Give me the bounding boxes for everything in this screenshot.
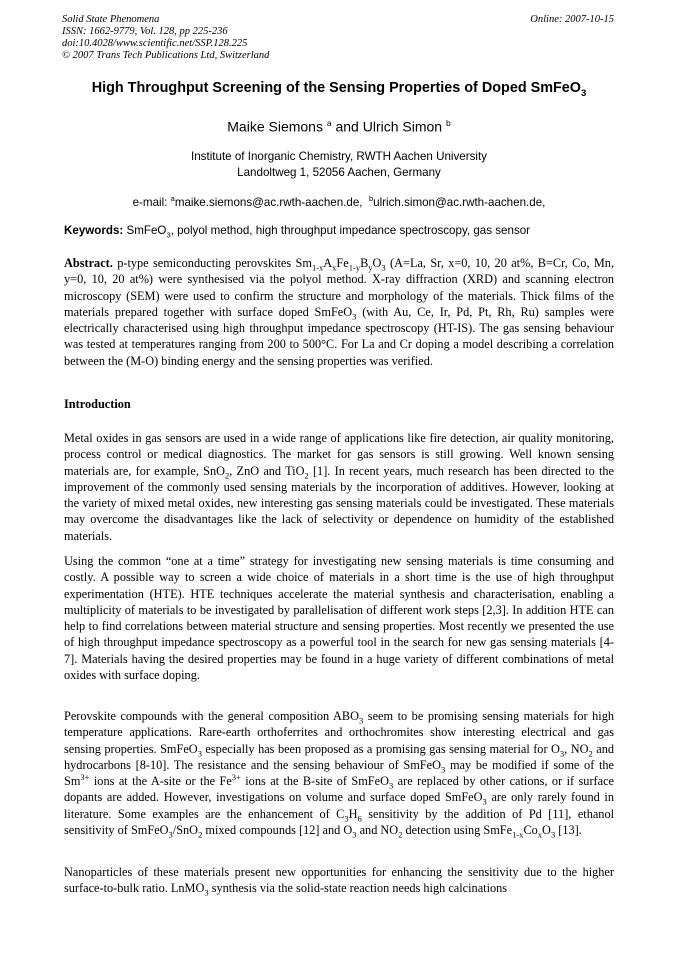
paragraph-1: Metal oxides in gas sensors are used in a wide range of applications like fire detection, air quality monitoring, process control or medical diagnostics. The market for gas sensors is still growing. Well known sensing materials are, for example, SnO$_2$, ZnO and TiO$_2$ [1]. In recent years, much research has been directed to the improvement of the commonly used sensing materials by the incorporation of additives. However, looking at the variety of mixed metal oxides, new interesting gas sensing materials could be investigated. These materials may overcome the disadvantages like the lack of selectivity or dependence on humidity of the established materials. (64, 431, 614, 543)
affiliation (0, 149, 678, 181)
issn-line: ISSN: 1662-9779, Vol. 128, pp 225-236 (62, 26, 228, 37)
copyright-line: © 2007 Trans Tech Publications Ltd, Switzerland (62, 50, 270, 61)
author-line (0, 118, 678, 135)
author-1: Maike Siemons (227, 118, 323, 135)
email-mark-b: b (368, 194, 374, 203)
author-2-mark: b (445, 118, 451, 128)
online-date: Online: 2007-10-15 (530, 14, 614, 25)
affiliation-line-2: Landoltweg 1, 52056 Aachen, Germany (237, 166, 441, 179)
email-link-a[interactable]: maike.siemons@ac.rwth-aachen.de, (174, 195, 363, 209)
author-2: Ulrich Simon (362, 118, 443, 135)
abstract-label: Abstract. (64, 256, 113, 270)
doi-line[interactable]: doi:10.4028/www.scientific.net/SSP.128.225 (62, 38, 248, 49)
email-line (0, 194, 678, 209)
email-label: e-mail: (132, 195, 168, 209)
paragraph-2: Using the common “one at a time” strategy for investigating new sensing materials is time consuming and costly. A possible way to screen a wide choice of materials in a short time is the use of high throughput experimentation (HTE). HTE techniques accelerate the material synthesis and characterisation, enabling a multiplicity of materials to be investigated by parallelisation of different work steps [2,3]. In addition HTE can help to find correlations between material structure and sensing properties. Most recently we presented the use of high throughput impedance spectroscopy as a powerful tool in the search for new gas sensing materials [4-7]. Materials having the desired properties may be found in a huge variety of different combinations of metal oxides with surface doping. (64, 554, 614, 683)
email-mark-a: a (170, 194, 175, 203)
journal-name: Solid State Phenomena (62, 14, 160, 25)
paragraph-4: Nanoparticles of these materials present new opportunities for enhancing the sensitivity due to the higher surface-to-bulk ratio. LnMO$_3$ synthesis via the solid-state reaction needs high calcinations (64, 865, 614, 898)
section-heading-introduction: Introduction (64, 397, 131, 411)
keywords-label: Keywords: (64, 224, 124, 237)
paper-title: High Throughput Screening of the Sensing Properties of Doped SmFeO$_3$ (91, 80, 587, 99)
keywords: Keywords: SmFeO$_3$, polyol method, high throughput impedance spectroscopy, gas sensor (64, 224, 531, 240)
author-1-mark: a (326, 118, 332, 128)
email-link-b[interactable]: ulrich.simon@ac.rwth-aachen.de, (373, 195, 546, 209)
journal-header (62, 14, 269, 62)
abstract: Abstract. p-type semiconducting perovskites $Sm_{1-x}A_xFe_{1-y}B_yO_3$ (A=La, Sr, x=0, 10, 20 at%, B=Cr, Co, Mn, y=0, 10, 20 at%) were synthesised via the polyol method. X-ray diffraction (XRD) and scanning electron microscopy (SEM) were used to confirm the structure and morphology of the materials. Thick films of the materials prepared together with surface doped SmFeO$_3$ (with Au, Ce, Ir, Pd, Pt, Rh, Ru) samples were electrically characterised using high throughput impedance spectroscopy (HT-IS). The gas sensing behaviour was tested at temperatures ranging from 200 to 500°C. For La and Cr doping a model describing a correlation between the (M-O) binding energy and the sensing properties was verified. (64, 256, 615, 368)
paragraph-3: Perovskite compounds with the general composition $ABO_3$ seem to be promising sensing materials for high temperature applications. Rare-earth orthoferrites and orthochromites show interesting electrical and gas sensing properties. SmFeO$_3$ especially has been proposed as a promising gas sensing material for $O_3$, $NO_2$ and hydrocarbons [8-10]. The resistance and the sensing behaviour of SmFeO$_3$ may be modified if some of the $Sm^{3+}$ ions at the A-site or the $Fe^{3+}$ ions at the B-site of SmFeO$_3$ are replaced by other cations, or if surface dopants are added. However, investigations on volume and surface doped SmFeO$_3$ are only rarely found in literature. Some examples are the enhancement of $C_3H_6$ sensitivity by the addition of Pd [11], ethanol sensitivity of SmFeO$_3$/SnO$_2$ mixed compounds [12] and $O_3$ and $NO_2$ detection using $SmFe_{1-x}Co_xO_3$ [13]. (64, 709, 615, 840)
affiliation-line-1: Institute of Inorganic Chemistry, RWTH Aachen University (191, 150, 487, 163)
author-and: and (335, 118, 359, 135)
